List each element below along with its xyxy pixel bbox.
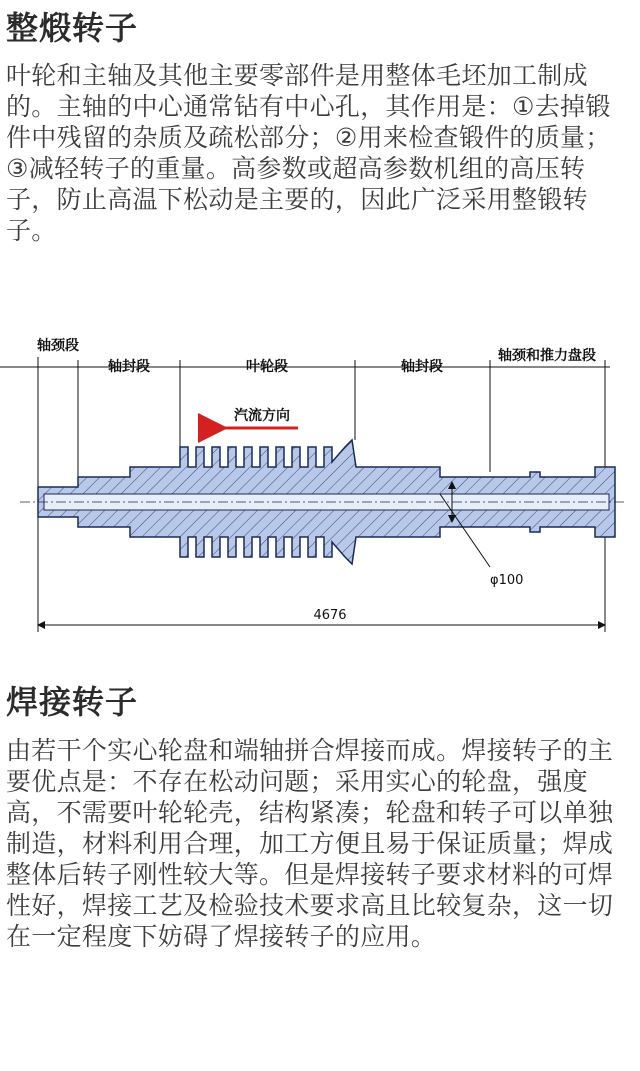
paragraph-line: 高，不需要叶轮轮壳，结构紧凑；轮盘和转子可以单独: [6, 798, 614, 827]
label-diameter: φ100: [490, 573, 524, 588]
paragraph-line: 件中残留的杂质及疏松部分；②用来检查锻件的质量；: [6, 123, 611, 152]
paragraph-line: 性好，焊接工艺及检验技术要求高且比较复杂，这一切: [6, 891, 614, 920]
label-impeller-segment: 叶轮段: [246, 359, 288, 375]
label-seal-segment-left: 轴封段: [108, 359, 150, 375]
rotor-diagram: [0, 322, 640, 652]
section2-paragraph: [6, 735, 634, 952]
section-title-integral-rotor: 整煅转子: [6, 9, 139, 47]
section-title-welded-rotor: 焊接转子: [6, 683, 139, 721]
paragraph-line: 制造，材料利用合理，加工方便且易于保证质量；焊成: [6, 829, 614, 858]
paragraph-line: 子，防止高温下松动是主要的，因此广泛采用整锻转: [6, 185, 588, 214]
section1-paragraph: [6, 60, 634, 246]
paragraph-line: 的。主轴的中心通常钻有中心孔，其作用是：①去掉锻: [6, 92, 611, 121]
label-journal-thrust-segment: 轴颈和推力盘段: [498, 348, 596, 364]
paragraph-line: 叶轮和主轴及其他主要零部件是用整体毛坯加工制成: [6, 61, 588, 90]
paragraph-line: 整体后转子刚性较大等。但是焊接转子要求材料的可焊: [6, 860, 614, 889]
paragraph-line: 子。: [6, 216, 57, 245]
paragraph-line: 由若干个实心轮盘和端轴拼合焊接而成。焊接转子的主: [6, 736, 614, 765]
label-seal-segment-right: 轴封段: [401, 359, 443, 375]
rotor-body: [20, 440, 625, 564]
paragraph-line: 要优点是：不存在松动问题；采用实心的轮盘，强度: [6, 767, 588, 796]
label-flow-direction: 汽流方向: [234, 408, 290, 424]
label-journal-segment: 轴颈段: [37, 338, 79, 354]
paragraph-line: ③减轻转子的重量。高参数或超高参数机组的高压转: [6, 154, 586, 183]
label-overall-length: 4676: [313, 608, 347, 623]
paragraph-line: 在一定程度下妨碍了焊接转子的应用。: [6, 922, 437, 951]
